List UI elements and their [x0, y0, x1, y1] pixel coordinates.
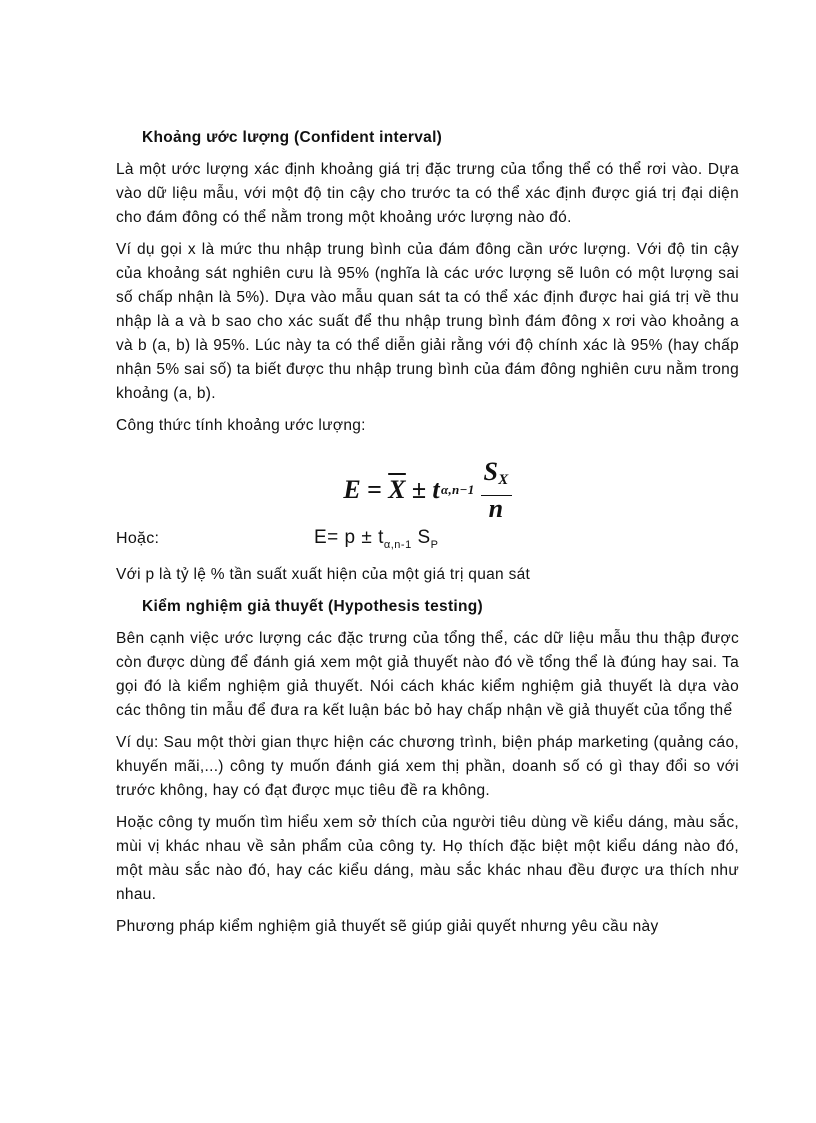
paragraph-example: Ví dụ gọi x là mức thu nhập trung bình của đám đông cần ước lượng. Với độ tin cậy của khoảng sát nghiên cưu là 95% (nghĩa là các ước lượng sẽ luôn có một lượng sai số chấp nhận là 5%). Dựa vào mẫu quan sát ta có thể xác định được hai giá trị về thu nhập là a và b sao cho xác suất để thu nhập trung bình đám đông x rơi vào khoảng a và b (a, b) là 95%. Lúc này ta có thể diễn giải rằng với độ chính xác là 95% (hay chấp nhận 5% sai số) ta biết được thu nhập trung bình của đám đông nghiên cưu nằm trong khoảng (a, b). [116, 241, 739, 402]
formula-numerator-subscript: X [498, 472, 509, 488]
formula-t: t [432, 475, 440, 504]
formula-equals: = [367, 475, 383, 504]
formula-denominator: n [488, 494, 504, 523]
formula-numerator-s: S [483, 457, 499, 486]
formula-alternative-lhs: E= p ± t [314, 527, 384, 548]
formula-xbar: $\overline{X}$ [388, 475, 406, 504]
heading-hypothesis-testing: Kiểm nghiệm giả thuyết (Hypothesis testing) [142, 597, 484, 615]
paragraph-hypothesis-definition: Bên cạnh việc ước lượng các đặc trưng của tổng thể, các dữ liệu mẫu thu thập được còn được dùng để đánh giá xem một giả thuyết nào đó về tổng thể là đúng hay sai. Ta gọi đó là kiểm nghiệm giả thuyết. Nói cách khác kiểm nghiệm giả thuyết là dựa vào các thông tin mẫu để đưa ra kết luận bác bỏ hay chấp nhận về giả thuyết của tổng thể [116, 629, 739, 719]
formula-numerator [481, 458, 512, 496]
paragraph-definition: Là một ước lượng xác định khoảng giá trị đặc trưng của tổng thể có thể rơi vào. Dựa vào dữ liệu mẫu, với một độ tin cậy cho trước ta có thể xác định được giá trị đại diện cho đám đông có thể nằm trong một khoảng ước lượng nào đó. [116, 161, 739, 226]
paragraph-p-definition: Với p là tỷ lệ % tần suất xuất hiện của một giá trị quan sát [116, 565, 531, 583]
formula-plusminus: ± [411, 475, 427, 504]
formula-fraction [481, 458, 512, 522]
heading-confidence-interval: Khoảng ước lượng (Confident interval) [142, 129, 443, 146]
formula-alternative-rhs-subscript: P [430, 538, 439, 551]
document-body [116, 126, 739, 947]
formula-confidence-interval [116, 454, 739, 526]
formula-alternative-label: Hoặc: [116, 530, 160, 547]
formula-lhs: E [343, 475, 362, 504]
formula-alternative-t-subscript: α,n-1 [383, 538, 412, 551]
formula-t-subscript: α,n−1 [440, 482, 475, 497]
paragraph-formula-intro: Công thức tính khoảng ước lượng: [116, 417, 366, 434]
paragraph-hypothesis-example-2: Hoặc công ty muốn tìm hiểu xem sở thích của người tiêu dùng về kiểu dáng, màu sắc, mùi vị khác nhau về sản phẩm của công ty. Họ thích đặc biệt một kiểu dáng nào đó, một màu sắc nào đó, hay các kiểu dáng, màu sắc khác nhau đều được ưa thích như nhau. [116, 813, 739, 903]
paragraph-hypothesis-example: Ví dụ: Sau một thời gian thực hiện các chương trình, biện pháp marketing (quảng cáo, khuyến mãi,...) công ty muốn đánh giá xem thị phần, doanh số có gì thay đổi so với trước không, hay có đạt được mục tiêu đề ra không. [116, 733, 739, 799]
formula-alternative [314, 526, 439, 557]
formula-alternative-rhs: S [411, 527, 431, 548]
paragraph-hypothesis-conclusion: Phương pháp kiểm nghiệm giả thuyết sẽ giúp giải quyết nhưng yêu cầu này [116, 917, 659, 935]
formula-alternative-row [116, 526, 739, 557]
